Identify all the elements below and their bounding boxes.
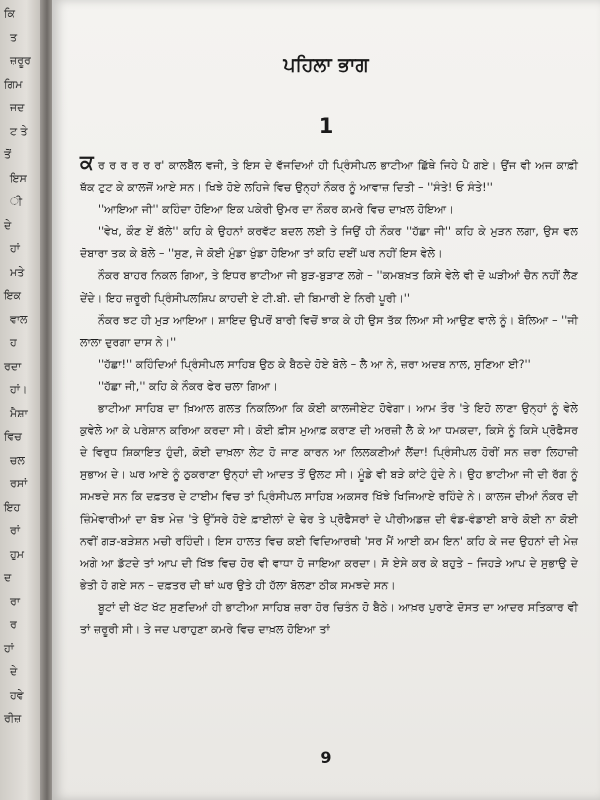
paragraph: ''ਵੇਖ, ਕੌਣ ਏਂ ਬੱਲੇ'' ਕਹਿ ਕੇ ਉਹਨਾਂ ਕਰਵੱਟ ਬਦਲ ਲਈ ਤੇ ਜਿਉਂ ਹੀ ਨੌਕਰ ''ਹੱਛਾ ਜੀ'' ਕਹਿ ਕੇ ਮੁੜਨ ਲਗਾ, ਉਸ ਵਲ ਦੋਬਾਰਾ ਤਕ ਕੇ ਬੋਲੇ – ''ਸੁਣ, ਜੇ ਕੋਈ ਮੁੰਡਾ ਖੁੰਡਾ ਹੋਇਆ ਤਾਂ ਕਹਿ ਦਈਂ ਘਰ ਨਹੀਂ ਇਸ ਵੇਲੇ। [80,225,578,261]
facing-page-fragment: ਦੇ [10,665,18,678]
facing-page-fragment: ਟ ਤੇ [10,124,28,138]
chapter-number: 1 [318,114,334,138]
facing-page-fragment: ਰ [10,618,17,631]
facing-page-fragment: ਕਿ [4,7,16,20]
facing-page-fragment: ਰੀਜ਼ [4,712,22,725]
body-text [80,152,578,641]
paragraph: ''ਹੱਛਾ!'' ਕਹਿੰਦਿਆਂ ਪ੍ਰਿੰਸੀਪਲ ਸਾਹਿਬ ਉਠ ਕੇ ਬੈਠਦੇ ਹੋਏ ਬੋਲੇ – ਲੈ ਆ ਨੇ, ਜ਼ਰਾ ਅਦਬ ਨਾਲ, ਸੁਣਿਆ ਈ?'' [98,357,531,371]
page-number: 9 [320,748,332,767]
facing-page-fragment: ਰਸਾਂ [10,477,28,490]
facing-page-fragment: ਗਿਮ [4,77,23,91]
facing-page-fragment: ਰਾਂ [10,524,20,537]
drop-cap: ਕ [80,150,94,174]
facing-page-fragment: ਹ [10,336,17,349]
facing-page-fragment: ਹਾਂ [4,641,14,655]
facing-page-fragment: ਇਹ [4,500,21,514]
paragraph [80,152,578,199]
facing-page-fragment: ਰਦਾ [4,359,22,373]
facing-page-fragment: ਤੋਂ [4,148,12,161]
facing-page-fragment: ਹਵੇ [10,688,24,702]
facing-page-fragment: ਦ [4,571,12,584]
facing-page-fragment: ੀ [10,195,23,208]
paragraph: ਭਾਟੀਆ ਸਾਹਿਬ ਦਾ ਖ਼ਿਆਲ ਗਲਤ ਨਿਕਲਿਆ ਕਿ ਕੋਈ ਕਾਲਜੀਏਟ ਹੋਵੇਗਾ। ਆਮ ਤੌਰ 'ਤੇ ਇਹੋ ਲਾਣਾ ਉਨ੍ਹਾਂ ਨੂੰ ਵੇਲੇ ਕੁਵੇਲੇ ਆ ਕੇ ਪਰੇਸ਼ਾਨ ਕਰਿਆ ਕਰਦਾ ਸੀ। ਕੋਈ ਫ਼ੀਸ ਮੁਆਫ਼ ਕਰਾਣ ਦੀ ਅਰਜ਼ੀ ਲੈ ਕੇ ਆ ਧਮਕਦਾ, ਕਿਸੇ ਨੂੰ ਕਿਸੇ ਪ੍ਰੋਫੈਸਰ ਦੇ ਵਿਰੁਧ ਸ਼ਿਕਾਇਤ ਹੁੰਦੀ, ਕੋਈ ਦਾਖ਼ਲਾ ਲੇਟ ਹੋ ਜਾਣ ਕਾਰਨ ਆ ਲਿਲਕਣੀਆਂ ਲੈਂਦਾ! ਪ੍ਰਿੰਸੀਪਲ ਹੋਰੀਂ ਸਨ ਜ਼ਰਾ ਲਿਹਾਜ਼ੀ ਸੁਭਾਅ ਦੇ। ਘਰ ਆਏ ਨੂੰ ਠੁਕਰਾਣਾ ਉਨ੍ਹਾਂ ਦੀ ਆਦਤ ਤੋਂ ਉਲਟ ਸੀ। ਮੂੰਡੇ ਵੀ ਬੜੇ ਕਾਂਟੇ ਹੁੰਦੇ ਨੇ। ਉਹ ਭਾਟੀਆ ਜੀ ਦੀ ਰੱਗ ਨੂੰ ਸਮਝਦੇ ਸਨ ਕਿ ਦਫ਼ਤਰ ਦੇ ਟਾਈਮ ਵਿਚ ਤਾਂ ਪ੍ਰਿੰਸੀਪਲ ਸਾਹਿਬ ਅਕਸਰ ਖਿੱਝੇ ਖਿਜਿਆਏ ਰਹਿੰਦੇ ਨੇ। ਕਾਲਜ ਦੀਆਂ ਨੌਕਰ ਦੀ ਜ਼ਿੰਮੇਵਾਰੀਆਂ ਦਾ ਬੋਝ ਮੇਜ਼ 'ਤੇ ਉੱਸਰੇ ਹੋਏ ਫ਼ਾਈਲਾਂ ਦੇ ਢੇਰ ਤੇ ਪ੍ਰੋਫੈਸਰਾਂ ਦੇ ਪੀਰੀਅਡਜ਼ ਦੀ ਵੰਡ-ਵੰਡਾਈ ਬਾਰੇ ਕੋਈ ਨਾ ਕੋਈ ਨਵੀਂ ਗੜ-ਬੜੇਸ਼ਨ ਮਚੀ ਰਹਿੰਦੀ। ਇਸ ਹਾਲਤ ਵਿਚ ਕਈ ਵਿਦਿਆਰਥੀ 'ਸਰ ਮੈਂ ਆਈ ਕਮ ਇਨ' ਕਹਿ ਕੇ ਜਦ ਉਹਨਾਂ ਦੀ ਮੇਜ਼ ਅਗੇ ਆ ਡੱਟਦੇ ਤਾਂ ਆਪ ਦੀ ਖਿੱਝ ਵਿਚ ਹੋਰ ਵੀ ਵਾਧਾ ਹੋ ਜਾਇਆ ਕਰਦਾ। ਸੋ ਏਸੇ ਕਰ ਕੇ ਬਹੁਤੇ – ਜਿਹੜੇ ਆਪ ਦੇ ਸੁਭਾਉ ਦੇ ਭੇਤੀ ਹੋ ਗਏ ਸਨ – ਦਫ਼ਤਰ ਦੀ ਥਾਂ ਘਰ ਉਤੇ ਹੀ ਹੱਲਾ ਬੋਲਣਾ ਠੀਕ ਸਮਝਦੇ ਸਨ। [80,402,578,592]
facing-page-fragment: ਦੇ [4,218,12,232]
paragraph: ''ਆਇਆ ਜੀ'' ਕਹਿੰਦਾ ਹੋਇਆ ਇਕ ਪਕੇਰੀ ਉਮਰ ਦਾ ਨੌਕਰ ਕਮਰੇ ਵਿਚ ਦਾਖ਼ਲ ਹੋਇਆ। [98,203,454,217]
facing-page-fragment: ਇਕ [4,289,22,302]
facing-page-fragment: ਹੁਮ [10,547,24,561]
facing-page-fragment: ਹਾਂ [10,242,20,255]
paragraph-text: ਰ ਰ ਰ ਰ ਰ ਰ' ਕਾਲਬੈੱਲ ਵਜੀ, ਤੇ ਇਸ ਦੇ ਵੱਜਦਿਆਂ ਹੀ ਪ੍ਰਿੰਸੀਪਲ ਭਾਟੀਆ ਛਿੱਥੇ ਜਿਹੇ ਪੈ ਗਏ। ਉਂਜ ਵੀ ਅਜ ਕਾਫ਼ੀ ਥੱਕ ਟੁਟ ਕੇ ਕਾਲਜੋਂ ਆਏ ਸਨ। ਖਿਝੇ ਹੋਏ ਲਹਿਜੇ ਵਿਚ ਉਨ੍ਹਾਂ ਨੌਕਰ ਨੂੰ ਆਵਾਜ਼ ਦਿਤੀ – ''ਸੰਤੇ! ਓ ਸੰਤੇ!'' [80,159,578,195]
book-page [52,0,600,800]
facing-page-fragment: ਮੈਸ਼ਾ [10,406,28,420]
part-title: ਪਹਿਲਾ ਭਾਗ [283,54,369,76]
facing-page-fragment: ਵਾਲ [10,312,28,326]
facing-page-fragment: ਜਦ [10,101,25,114]
facing-page-fragment: ਚਲ [10,453,25,467]
facing-page-fragment: ਰਾ [10,594,20,608]
facing-page-fragment: ਹਾਂ। [10,383,28,396]
paragraph: ਨੌਕਰ ਝਟ ਹੀ ਮੁੜ ਆਇਆ। ਸ਼ਾਇਦ ਉਪਰੋਂ ਬਾਰੀ ਵਿਚੋਂ ਝਾਕ ਕੇ ਹੀ ਉਸ ਤੱਕ ਲਿਆ ਸੀ ਆਉਣ ਵਾਲੇ ਨੂੰ। ਬੋਲਿਆ – ''ਜੀ ਲਾਲਾ ਦੁਰਗਾ ਦਾਸ ਨੇ।'' [80,313,578,349]
facing-page-fragment: ਤ [10,30,18,44]
paragraph: ਨੌਕਰ ਬਾਹਰ ਨਿਕਲ ਗਿਆ, ਤੇ ਇਧਰ ਭਾਟੀਆ ਜੀ ਬੁੜ-ਬੁੜਾਣ ਲਗੇ – ''ਕਮਬਖ਼ਤ ਕਿਸੇ ਵੇਲੇ ਵੀ ਦੋ ਘੜੀਆਂ ਚੈਨ ਨਹੀਂ ਲੈਣ ਦੇਂਦੇ। ਇਹ ਜ਼ਰੂਰੀ ਪ੍ਰਿੰਸੀਪਲਸ਼ਿਪ ਕਾਹਦੀ ਏ ਟੀ.ਬੀ. ਦੀ ਬਿਮਾਰੀ ਏ ਨਿਰੀ ਪੂਰੀ।'' [80,269,578,305]
paragraph: ਬੂਟਾਂ ਦੀ ਖੱਟ ਖੱਟ ਸੁਣਦਿਆਂ ਹੀ ਭਾਟੀਆ ਸਾਹਿਬ ਜ਼ਰਾ ਹੋਰ ਚਿਤੰਨ ਹੋ ਬੈਠੇ। ਆਖ਼ਰ ਪੁਰਾਣੇ ਦੋਸਤ ਦਾ ਆਦਰ ਸਤਿਕਾਰ ਵੀ ਤਾਂ ਜ਼ਰੂਰੀ ਸੀ। ਤੇ ਜਦ ਪਰਾਹੁਣਾ ਕਮਰੇ ਵਿਚ ਦਾਖ਼ਲ ਹੋਇਆ ਤਾਂ [80,600,578,636]
paragraph: ''ਹੱਛਾ ਜੀ,'' ਕਹਿ ਕੇ ਨੌਕਰ ਫੇਰ ਚਲਾ ਗਿਆ। [98,379,278,393]
facing-page-edge [0,0,44,800]
facing-page-fragment: ਜ਼ਰੂਰ [10,54,31,67]
facing-page-fragment: ਇਸ [10,171,27,185]
facing-page-fragment: ਮਤੇ [10,265,25,279]
facing-page-fragment: ਵਿਚ [4,430,22,443]
